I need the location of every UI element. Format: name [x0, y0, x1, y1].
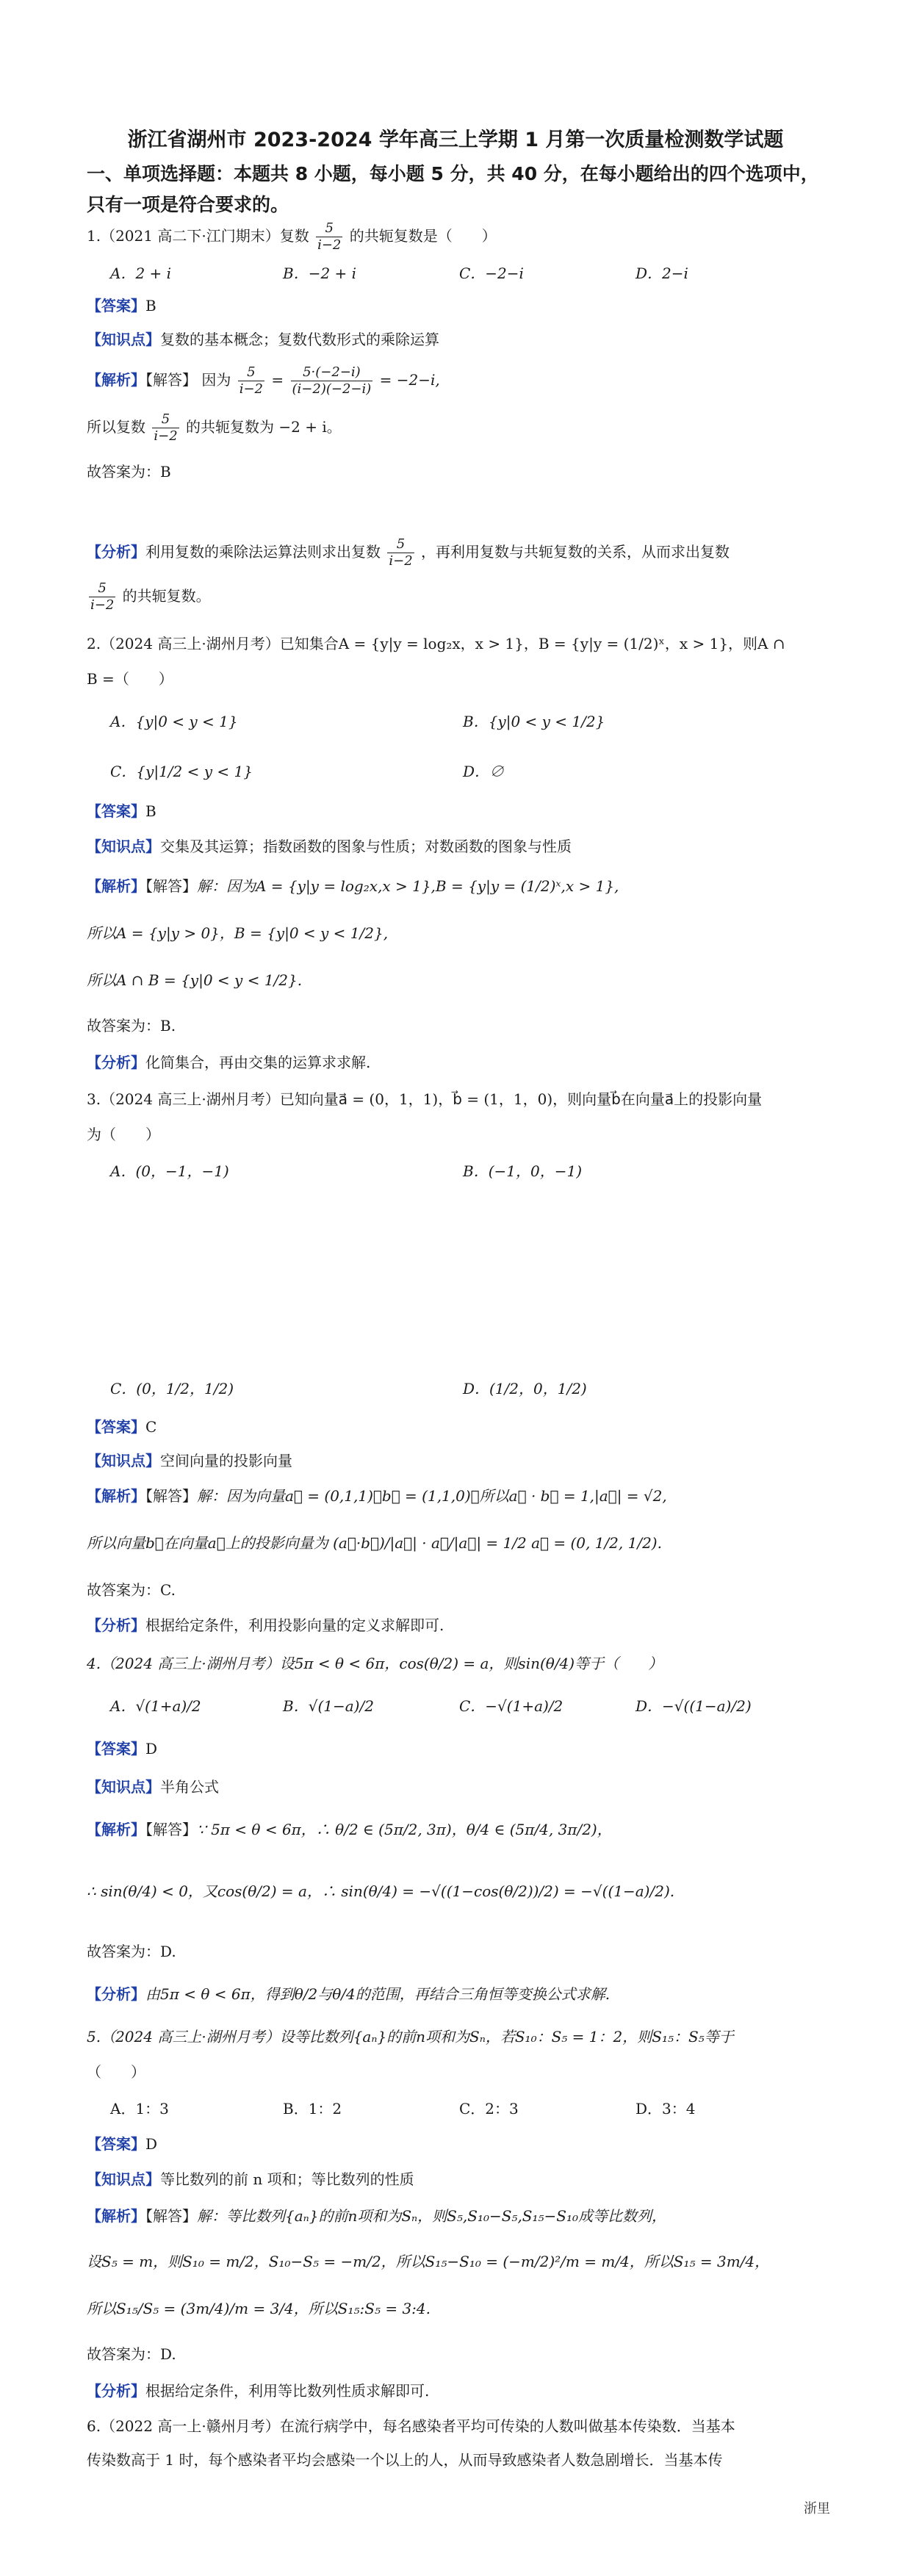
q1-line2-frac	[152, 411, 179, 445]
q3-answer-value: C	[145, 1418, 157, 1436]
q3-answer	[87, 1417, 156, 1437]
q3-option-d: D．(1/2，0，1/2)	[463, 1380, 587, 1397]
q5-summary	[87, 2381, 429, 2401]
q1-summary-post: ，再利用复数与共轭复数的关系，从而求出复数	[421, 543, 730, 561]
q1-summary	[87, 536, 730, 569]
q3-solve-1: 解：因为向量a⃗ = (0,1,1)，b⃗ = (1,1,0)，所以a⃗ · b⃗ = 1,|a⃗| = √2,	[197, 1487, 667, 1505]
q5-option-a: A．1：3	[110, 2100, 169, 2118]
q1-stem-post: 的共轭复数是（ ）	[349, 227, 497, 245]
q5-solve-3: 所以S₁₅/S₅ = (3m/4)/m = 3/4，所以S₁₅:S₅ = 3:4.	[87, 2300, 431, 2317]
solve-label: 【解答】	[145, 2207, 197, 2225]
q5-option-c: C．2：3	[459, 2100, 519, 2118]
q4-option-c: C．−√(1+a)/2	[459, 1697, 563, 1715]
q2-stem: 2.（2024 高三上·湖州月考）已知集合A = {y|y = log₂x，x > 1}，B = {y|y = (1/2)ˣ，x > 1}，则A ∩	[87, 635, 785, 652]
q5-answer-value: D	[145, 2135, 158, 2153]
q2-answer-value: B	[145, 802, 156, 820]
summary-label: 【分析】	[87, 1985, 145, 2003]
q1-solve-pre: 因为	[201, 371, 231, 389]
q5-stem: 5.（2024 高三上·湖州月考）设等比数列{aₙ}的前n项和为Sₙ，若S₁₀：S₅ = 1：2，则S₁₅：S₅等于	[87, 2028, 734, 2046]
answer-label: 【答案】	[87, 297, 145, 314]
q3-stem-cont: 为（ ）	[87, 1126, 160, 1143]
q6-stem: 6.（2022 高一上·赣州月考）在流行病学中，每名感染者平均可传染的人数叫做基本传染数．当基本	[87, 2417, 735, 2435]
q2-option-d: D．∅	[463, 763, 505, 780]
q4-option-d: D．−√((1−a)/2)	[635, 1697, 752, 1715]
q1-line2-frac-num: 5	[152, 411, 179, 428]
q3-knowledge-text: 空间向量的投影向量	[160, 1452, 292, 1469]
q1-summary-tail-frac-den: i−2	[90, 597, 115, 613]
analysis-label: 【解析】	[87, 371, 145, 389]
summary-label: 【分析】	[87, 1054, 145, 1071]
q4-option-a: A．√(1+a)/2	[110, 1697, 201, 1715]
q4-conclusion: 故答案为：D.	[87, 1943, 176, 1960]
q1-summary-pre: 利用复数的乘除法运算法则求出复数	[145, 543, 381, 561]
q2-option-c: C．{y|1/2 < y < 1}	[110, 763, 253, 780]
q2-option-b: B．{y|0 < y < 1/2}	[463, 713, 605, 730]
summary-label: 【分析】	[87, 1616, 145, 1634]
q1-solve-frac2	[291, 364, 373, 397]
q1-solve-frac1-num: 5	[238, 364, 264, 381]
analysis-label: 【解析】	[87, 1821, 145, 1838]
q1-frac-den: i−2	[317, 237, 342, 253]
q6-stem-cont: 传染数高于 1 时，每个感染者平均会感染一个以上的人，从而导致感染者人数急剧增长．当基本传	[87, 2451, 723, 2469]
q4-solve-2: ∴ sin(θ/4) < 0，又cos(θ/2) = a，∴ sin(θ/4) = −√((1−cos(θ/2))/2) = −√((1−a)/2).	[87, 1882, 675, 1900]
q2-solve-3: 所以A ∩ B = {y|0 < y < 1/2}.	[87, 971, 303, 989]
q5-conclusion: 故答案为：D.	[87, 2345, 176, 2363]
q2-solve-1: 解：因为A = {y|y = log₂x,x > 1},B = {y|y = (1/2)ˣ,x > 1},	[197, 877, 619, 895]
answer-label: 【答案】	[87, 2135, 145, 2153]
answer-label: 【答案】	[87, 1418, 145, 1436]
q1-summary-tail-frac	[89, 580, 115, 614]
q4-solve-1: ∵ 5π < θ < 6π，∴ θ/2 ∈ (5π/2, 3π)，θ/4 ∈ (5π/4, 3π/2)，	[197, 1821, 612, 1838]
q1-option-d: D．2−i	[635, 265, 688, 282]
q1-solve-frac2-den: (i−2)(−2−i)	[292, 381, 372, 397]
answer-label: 【答案】	[87, 1740, 145, 1757]
q1-solve-frac1-den: i−2	[239, 381, 264, 397]
q4-knowledge-text: 半角公式	[160, 1778, 219, 1796]
q3-option-c: C．(0，1/2，1/2)	[110, 1380, 234, 1397]
q1-option-b: B．−2 + i	[283, 265, 357, 282]
q4-summary-text: 由5π < θ < 6π，得到θ/2与θ/4的范围，再结合三角恒等变换公式求解.	[145, 1985, 611, 2003]
q1-frac-num: 5	[316, 220, 342, 237]
section-heading: 一、单项选择题：本题共 8 小题，每小题 5 分，共 40 分，在每小题给出的四个选项中，只有一项是符合要求的。	[87, 163, 819, 215]
q3-conclusion: 故答案为：C.	[87, 1581, 176, 1599]
q5-knowledge-text: 等比数列的前 n 项和；等比数列的性质	[160, 2170, 414, 2188]
knowledge-label: 【知识点】	[87, 2170, 160, 2188]
q5-option-d: D．3：4	[635, 2100, 696, 2118]
q2-summary	[87, 1052, 370, 1073]
q1-summary-tail-text: 的共轭复数。	[122, 587, 211, 605]
q4-answer-value: D	[145, 1740, 158, 1757]
q4-answer	[87, 1738, 157, 1759]
q5-solve-1: 解：等比数列{aₙ}的前n项和为Sₙ，则S₅,S₁₀−S₅,S₁₅−S₁₀成等比数列，	[197, 2207, 667, 2225]
q2-solve-2: 所以A = {y|y > 0}，B = {y|0 < y < 1/2},	[87, 924, 389, 942]
page-footer: 浙里	[804, 2501, 830, 2516]
q1-solve-frac2-num: 5·(−2−i)	[291, 364, 373, 381]
q3-solve-2: 所以向量b⃗在向量a⃗上的投影向量为 (a⃗·b⃗)/|a⃗| · a⃗/|a⃗| = 1/2 a⃗ = (0, 1/2, 1/2).	[87, 1534, 662, 1552]
q1-summary-frac-den: i−2	[389, 553, 413, 569]
q1-fraction	[316, 220, 342, 253]
summary-label: 【分析】	[87, 2382, 145, 2400]
q2-summary-text: 化简集合，再由交集的运算求求解.	[145, 1054, 371, 1071]
knowledge-label: 【知识点】	[87, 1452, 160, 1469]
q4-knowledge	[87, 1777, 219, 1797]
q2-knowledge-text: 交集及其运算；指数函数的图象与性质；对数函数的图象与性质	[160, 838, 572, 855]
q1-stem	[87, 220, 497, 253]
q1-answer	[87, 295, 156, 316]
q1-solve-result: = −2−i,	[379, 371, 440, 389]
q1-line2-post: 的共轭复数为 −2 + i。	[186, 418, 342, 436]
q4-option-b: B．√(1−a)/2	[283, 1697, 374, 1715]
page-title: 浙江省湖州市 2023-2024 学年高三上学期 1 月第一次质量检测数学试题	[127, 129, 784, 151]
q4-stem: 4.（2024 高三上·湖州月考）设5π < θ < 6π，cos(θ/2) = a，则sin(θ/4)等于（ ）	[87, 1655, 663, 1672]
q2-option-a: A．{y|0 < y < 1}	[110, 713, 238, 730]
q1-line2-pre: 所以复数	[87, 418, 145, 436]
q1-stem-pre: 1.（2021 高二下·江门期末）复数	[87, 227, 309, 245]
q3-knowledge	[87, 1450, 292, 1471]
knowledge-label: 【知识点】	[87, 1778, 160, 1796]
summary-label: 【分析】	[87, 543, 145, 561]
solve-label: 【解答】	[145, 371, 197, 389]
q1-solve-frac1	[238, 364, 264, 397]
solve-label: 【解答】	[145, 877, 197, 895]
q5-summary-text: 根据给定条件，利用等比数列性质求解即可.	[145, 2382, 430, 2400]
q4-summary	[87, 1984, 610, 2004]
q3-summary-text: 根据给定条件，利用投影向量的定义求解即可.	[145, 1616, 444, 1634]
q1-summary-frac	[387, 536, 414, 569]
q1-solve-eq: =	[271, 371, 284, 389]
q1-option-a: A．2 + i	[110, 265, 172, 282]
q1-knowledge-text: 复数的基本概念；复数代数形式的乘除运算	[160, 331, 439, 348]
q2-answer	[87, 801, 156, 821]
q5-stem-cont: （ ）	[87, 2063, 145, 2081]
q1-summary-tail-frac-num: 5	[89, 580, 115, 597]
q5-knowledge	[87, 2169, 414, 2190]
answer-label: 【答案】	[87, 802, 145, 820]
q1-knowledge	[87, 329, 439, 350]
q1-option-c: C．−2−i	[459, 265, 524, 282]
analysis-label: 【解析】	[87, 877, 145, 895]
q1-solution	[87, 364, 440, 397]
q1-summary-frac-num: 5	[387, 536, 414, 553]
q1-conclusion: 故答案为：B	[87, 463, 171, 481]
q2-stem-cont: B =（ ）	[87, 670, 173, 688]
q1-summary-tail	[87, 580, 211, 614]
q1-conjugate-line	[87, 411, 342, 445]
solve-label: 【解答】	[145, 1487, 197, 1505]
solve-label: 【解答】	[145, 1821, 197, 1838]
q2-solution	[87, 876, 619, 896]
q3-summary	[87, 1615, 444, 1636]
q3-option-b: B．(−1，0，−1)	[463, 1162, 582, 1180]
analysis-label: 【解析】	[87, 2207, 145, 2225]
analysis-label: 【解析】	[87, 1487, 145, 1505]
q5-option-b: B．1：2	[283, 2100, 342, 2118]
q1-line2-frac-den: i−2	[154, 428, 178, 444]
q4-solution	[87, 1819, 612, 1840]
q3-option-a: A．(0，−1，−1)	[110, 1162, 229, 1180]
q5-answer	[87, 2134, 157, 2154]
q3-stem: 3.（2024 高三上·湖州月考）已知向量a⃗ = (0，1，1)，b⃗ = (1，1，0)，则向量b⃗在向量a⃗上的投影向量	[87, 1090, 763, 1108]
q3-solution	[87, 1486, 667, 1506]
q5-solve-2: 设S₅ = m，则S₁₀ = m/2，S₁₀−S₅ = −m/2，所以S₁₅−S₁₀ = (−m/2)²/m = m/4，所以S₁₅ = 3m/4，	[87, 2253, 770, 2270]
q2-conclusion: 故答案为：B.	[87, 1017, 176, 1035]
knowledge-label: 【知识点】	[87, 331, 160, 348]
knowledge-label: 【知识点】	[87, 838, 160, 855]
q5-solution	[87, 2206, 666, 2226]
q2-knowledge	[87, 836, 572, 857]
q1-answer-value: B	[145, 297, 156, 314]
